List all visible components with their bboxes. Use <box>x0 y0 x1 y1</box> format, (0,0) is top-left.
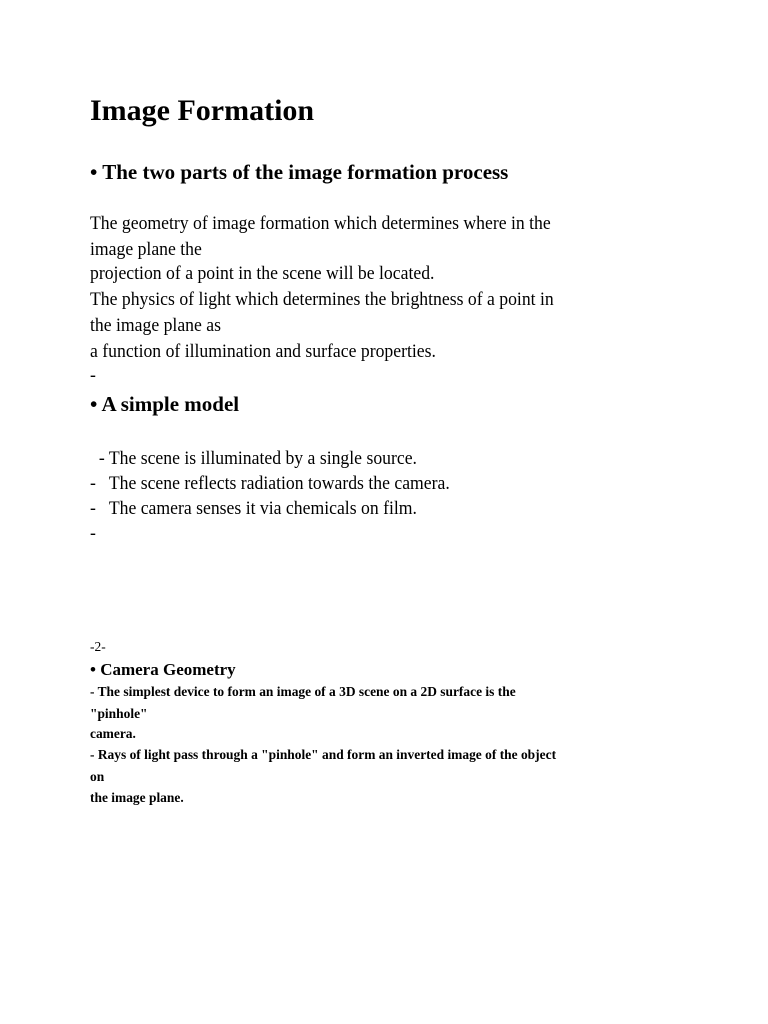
paragraph-line: - The simplest device to form an image of a 3D scene on a 2D surface is the <box>90 685 516 700</box>
paragraph-line: the image plane as <box>90 315 221 336</box>
section-heading-camera-geometry: • Camera Geometry <box>90 660 236 679</box>
paragraph-line: image plane the <box>90 239 202 260</box>
paragraph-line: a function of illumination and surface properties. <box>90 341 436 362</box>
list-item: - <box>90 523 96 544</box>
paragraph-line: on <box>90 770 105 785</box>
paragraph-line: - <box>90 365 96 386</box>
list-item: - The camera senses it via chemicals on film. <box>90 498 417 519</box>
section-heading-image-formation-parts: • The two parts of the image formation process <box>90 160 509 184</box>
section-heading-simple-model: • A simple model <box>90 392 240 416</box>
paragraph-line: - Rays of light pass through a "pinhole" and form an inverted image of the object <box>90 748 557 763</box>
paragraph-line: "pinhole" <box>90 707 148 722</box>
list-item: - The scene reflects radiation towards the camera. <box>90 473 450 494</box>
page-number-marker: -2- <box>90 640 106 655</box>
paragraph-line: projection of a point in the scene will be located. <box>90 263 435 284</box>
paragraph-line: camera. <box>90 727 136 742</box>
page-title: Image Formation <box>90 94 315 127</box>
list-item: - The scene is illuminated by a single source. <box>90 448 417 469</box>
paragraph-line: The physics of light which determines the brightness of a point in <box>90 289 554 310</box>
paragraph-line: The geometry of image formation which determines where in the <box>90 213 551 234</box>
paragraph-line: the image plane. <box>90 791 184 806</box>
